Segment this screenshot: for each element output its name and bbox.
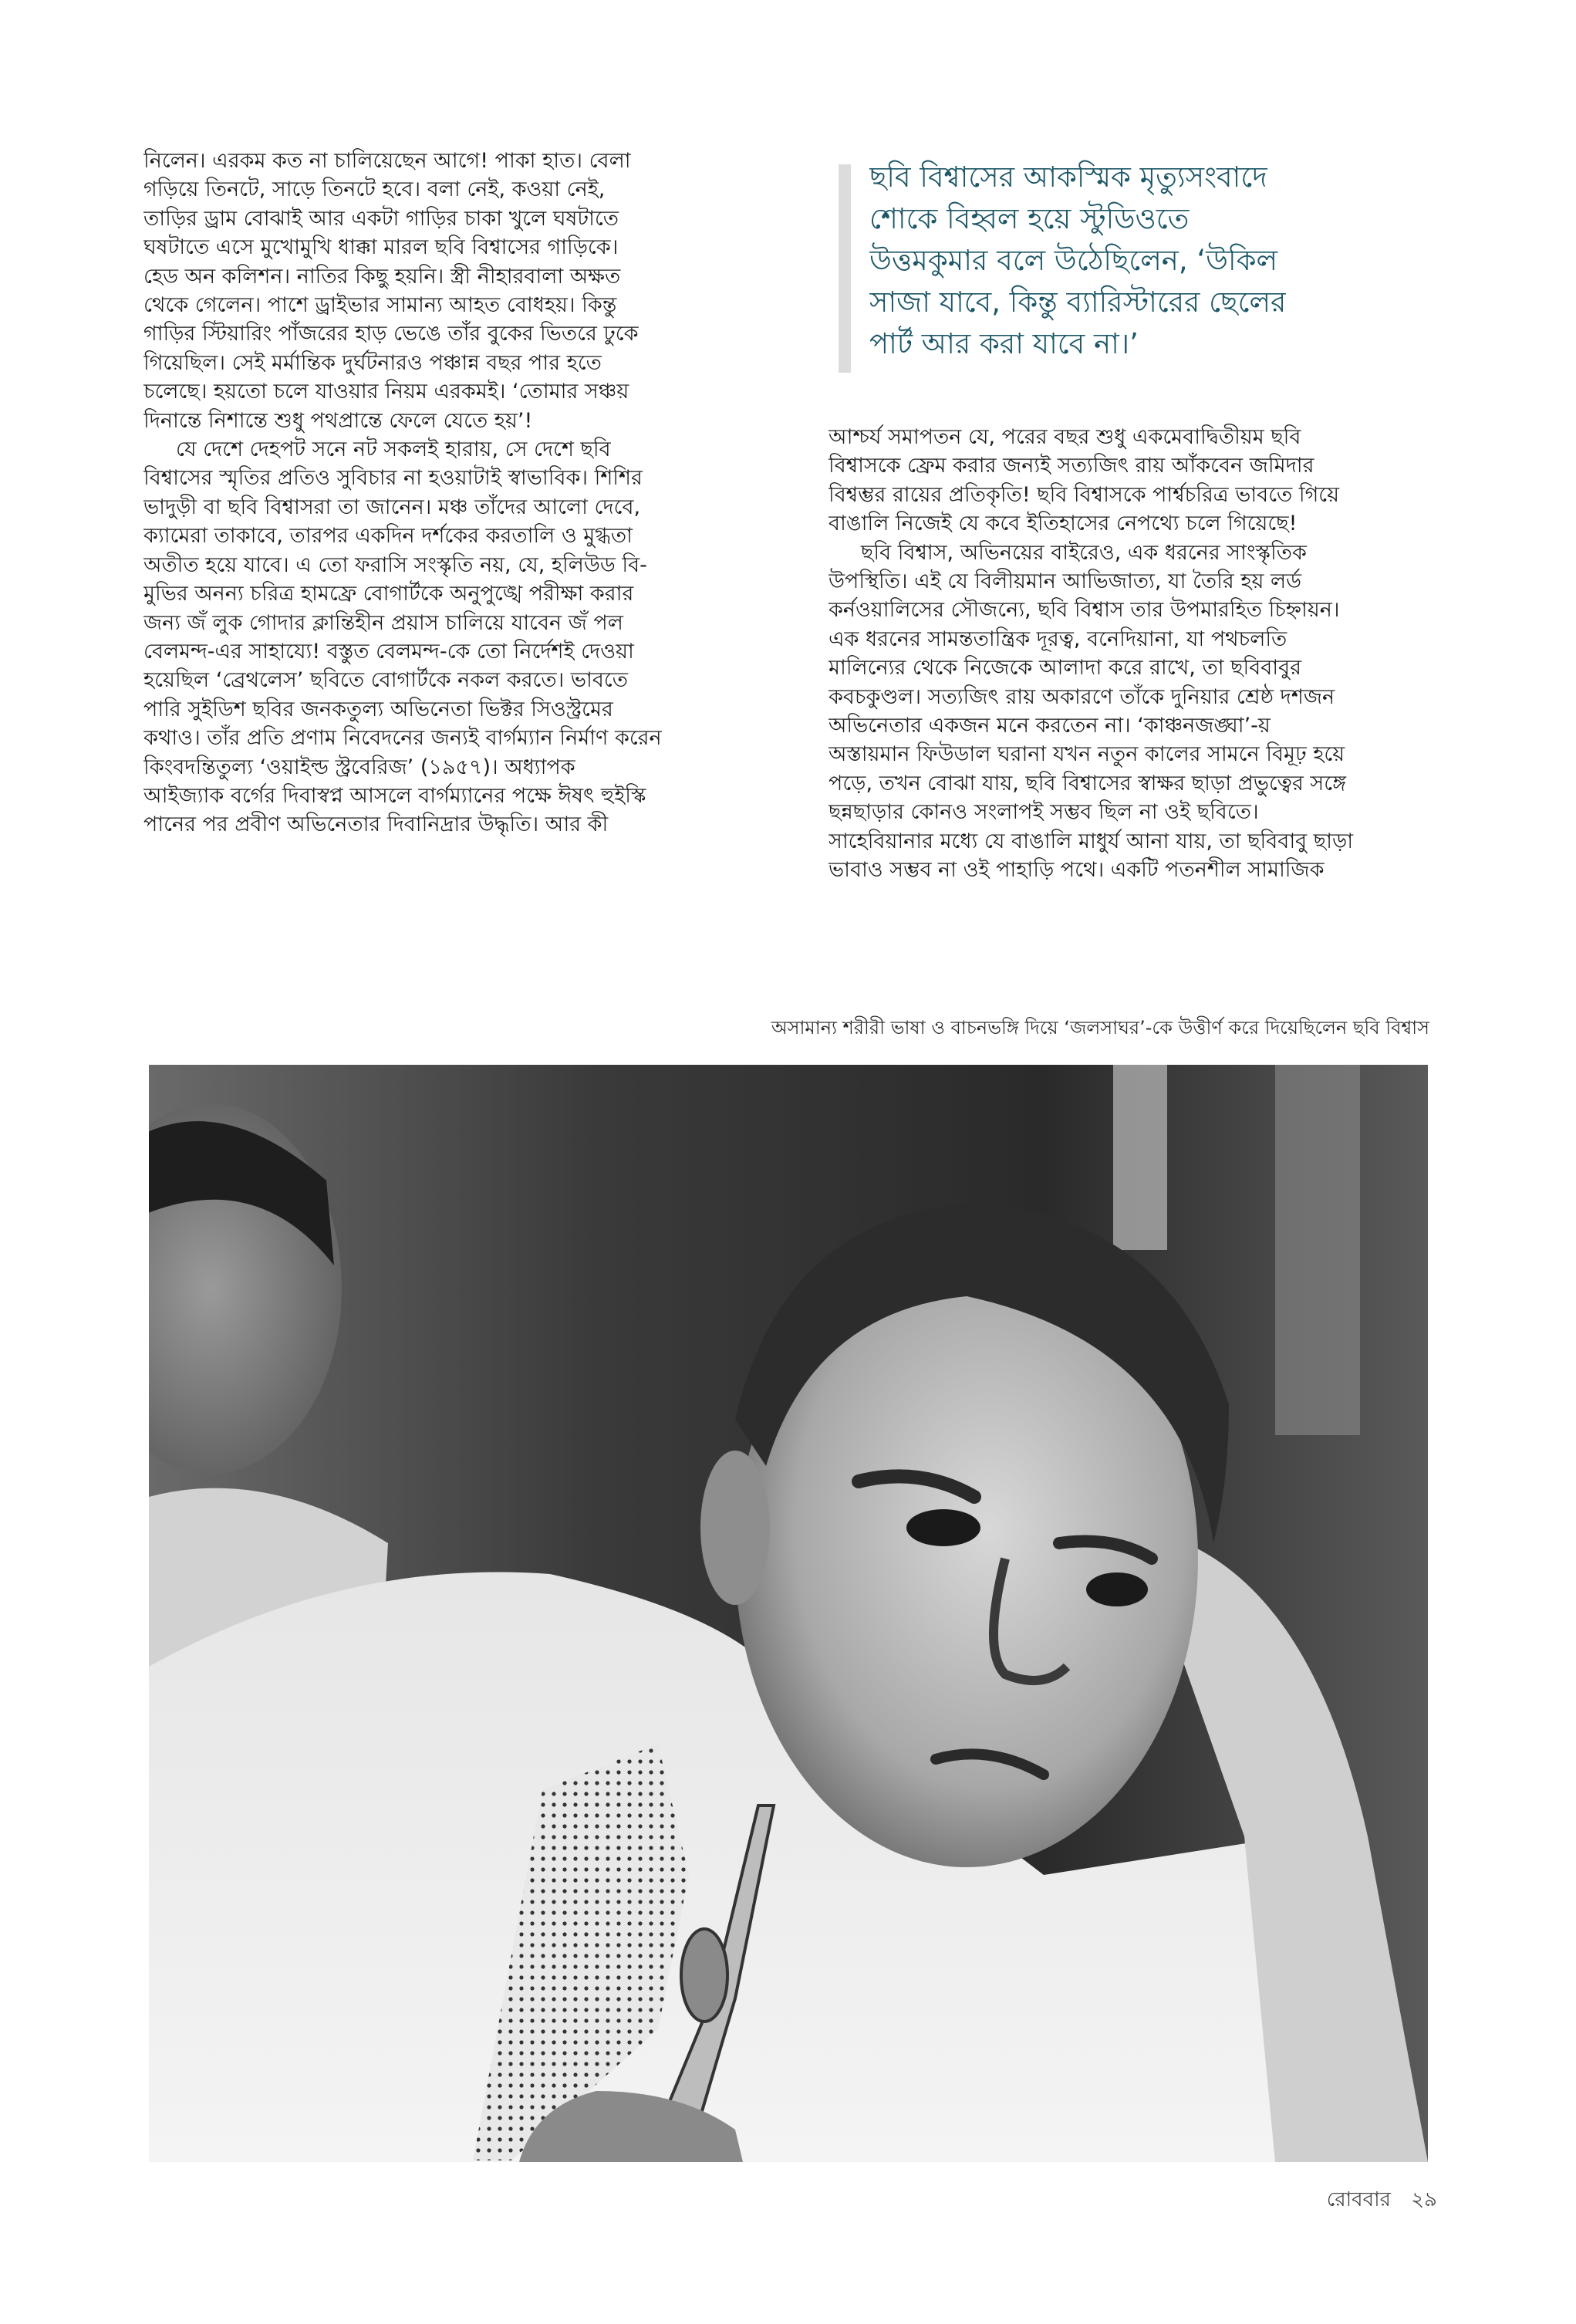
text-line: অস্তায়মান ফিউডাল ঘরানা যখন নতুন কালের সামনে বিমূঢ় হয়ে <box>828 742 1345 767</box>
paragraph <box>828 423 1438 539</box>
text-line: যে দেশে দেহপট সনে নট সকলই হারায়, সে দেশে ছবি <box>176 437 611 462</box>
text-line: মুভির অনন্য চরিত্র হামফ্রে বোগার্টকে অনুপুঙ্খে পরীক্ষা করার <box>143 582 634 606</box>
text-line: ঘষটাতে এসে মুখোমুখি ধাক্কা মারল ছবি বিশ্বাসের গাড়িকে। <box>143 235 619 260</box>
text-line: গিয়েছিল। সেই মর্মান্তিক দুর্ঘটনারও পঞ্চান্ন বছর পার হতে <box>143 350 602 375</box>
paragraph <box>143 147 776 435</box>
text-line: কবচকুণ্ডল। সত্যজিৎ রায় অকারণে তাঁকে দুনিয়ার শ্রেষ্ঠ দশজন <box>828 684 1335 709</box>
text-line: চলেছে। হয়তো চলে যাওয়ার নিয়ম এরকমই। ‘তোমার সঞ্চয় <box>143 380 629 404</box>
text-line: গড়িয়ে তিনটে, সাড়ে তিনটে হবে। বলা নেই, কওয়া নেই, <box>143 177 606 202</box>
text-line: বিশ্বম্ভর রায়ের প্রতিকৃতি! ছবি বিশ্বাসকে পার্শ্বচরিত্র ভাবতে গিয়ে <box>828 482 1340 507</box>
pull-quote-line: পার্ট আর করা যাবে না।’ <box>869 327 1139 360</box>
text-line: জন্য জঁ লুক গোদার ক্লান্তিহীন প্রয়াস চালিয়ে যাবেন জঁ পল <box>143 610 623 635</box>
text-line: উপস্থিতি। এই যে বিলীয়মান আভিজাত্য, যা তৈরি হয় লর্ড <box>828 569 1301 594</box>
text-line: তাড়ির ড্রাম বোঝাই আর একটা গাড়ির চাকা খুলে ঘষটাতে <box>143 206 619 231</box>
text-line: মালিন্যের থেকে নিজেকে আলাদা করে রাখে, তা ছবিবাবুর <box>828 656 1301 681</box>
pull-quote-bar <box>839 164 851 373</box>
pull-quote-line: ছবি বিশ্বাসের আকস্মিক মৃত্যুসংবাদে <box>869 160 1267 194</box>
text-line: কর্নওয়ালিসের সৌজন্যে, ছবি বিশ্বাস তার উপমারহিত চিহ্নায়ন। <box>828 598 1340 623</box>
text-line: পারি সুইডিশ ছবির জনকতুল্য অভিনেতা ভিক্টর সিওস্ট্রমের <box>143 697 613 721</box>
left-column <box>143 147 776 839</box>
text-line: হয়েছিল ‘ব্রেথলেস’ ছবিতে বোগার্টকে নকল করতে। ভাবতে <box>143 668 628 693</box>
text-line: সাহেবিয়ানার মধ্যে যে বাঙালি মাধুর্য আনা যায়, তা ছবিবাবু ছাড়া <box>828 829 1354 853</box>
text-line: ছবি বিশ্বাস, অভিনয়ের বাইরেও, এক ধরনের সাংস্কৃতিক <box>861 540 1307 565</box>
folio <box>1327 2184 1437 2218</box>
page-number: ২৯ <box>1411 2188 1437 2211</box>
text-line: বিশ্বাসের স্মৃতির প্রতিও সুবিচার না হওয়াটাই স্বাভাবিক। শিশির <box>143 466 643 491</box>
text-line: ছন্নছাড়ার কোনও সংলাপই সম্ভব ছিল না ওই ছবিতে। <box>828 800 1259 825</box>
photo-illustration <box>149 1065 1428 2162</box>
text-line: ভাদুড়ী বা ছবি বিশ্বাসরা তা জানেন। মঞ্চ তাঁদের আলো দেবে, <box>143 495 641 519</box>
text-line: অভিনেতার একজন মনে করতেন না। ‘কাঞ্চনজঙ্ঘা’-য় <box>828 714 1271 738</box>
photo <box>149 1065 1428 2162</box>
pull-quote <box>839 157 1425 377</box>
text-line: কিংবদন্তিতুল্য ‘ওয়াইল্ড স্ট্রবেরিজ’ (১৯৫৭)। অধ্যাপক <box>143 755 575 779</box>
text-line: কথাও। তাঁর প্রতি প্রণাম নিবেদনের জন্যই বার্গম্যান নির্মাণ করেন <box>143 726 662 751</box>
pull-quote-line: শোকে বিহ্বল হয়ে স্টুডিওতে <box>869 202 1190 235</box>
text-line: পড়ে, তখন বোঝা যায়, ছবি বিশ্বাসের স্বাক্ষর ছাড়া প্রভুত্বের সঙ্গে <box>828 771 1347 795</box>
text-line: বেলমন্দ-এর সাহায্যে! বস্তুত বেলমন্দ-কে তো নির্দেশই দেওয়া <box>143 639 634 664</box>
text-line: হেড অন কলিশন। নাতির কিছু হয়নি। স্ত্রী নীহারবালা অক্ষত <box>143 264 621 289</box>
pull-quote-line: উত্তমকুমার বলে উঠেছিলেন, ‘উকিল <box>869 244 1278 277</box>
text-line: বিশ্বাসকে ফ্রেম করার জন্যই সত্যজিৎ রায় আঁকবেন জমিদার <box>828 454 1314 478</box>
text-line: গাড়ির স্টিয়ারিং পাঁজরের হাড় ভেঙে তাঁর বুকের ভিতরে ঢুকে <box>143 322 639 346</box>
text-line: পানের পর প্রবীণ অভিনেতার দিবানিদ্রার উদ্ধৃতি। আর কী <box>143 812 609 837</box>
paragraph <box>828 539 1438 885</box>
text-line: দিনান্তে নিশান্তে শুধু পথপ্রান্তে ফেলে যেতে হয়’! <box>143 408 533 433</box>
right-column <box>828 423 1438 885</box>
paragraph <box>143 435 776 839</box>
text-line: ক্যামেরা তাকাবে, তারপর একদিন দর্শকের করতালি ও মুগ্ধতা <box>143 524 633 549</box>
publication-name: রোববার <box>1326 2188 1391 2211</box>
text-line: আশ্চর্য সমাপতন যে, পরের বছর শুধু একমেবাদ্বিতীয়ম ছবি <box>828 425 1301 449</box>
photo-caption: অসামান্য শরীরী ভাষা ও বাচনভঙ্গি দিয়ে ‘জলসাঘর’-কে উত্তীর্ণ করে দিয়েছিলেন ছবি বিশ্বাস <box>771 1017 1429 1039</box>
text-line: নিলেন। এরকম কত না চালিয়েছেন আগে! পাকা হাত। বেলা <box>143 149 631 173</box>
text-line: ভাবাও সম্ভব না ওই পাহাড়ি পথে। একটি পতনশীল সামাজিক <box>828 858 1325 883</box>
text-line: এক ধরনের সামন্ততান্ত্রিক দূরত্ব, বনেদিয়ানা, যা পথচলতি <box>828 627 1287 651</box>
text-line: অতীত হয়ে যাবে। এ তো ফরাসি সংস্কৃতি নয়, যে, হলিউড বি- <box>143 552 647 577</box>
text-line: থেকে গেলেন। পাশে ড্রাইভার সামান্য আহত বোধহয়। কিন্তু <box>143 293 617 318</box>
text-line: আইজ্যাক বর্গের দিবাস্বপ্ন আসলে বার্গম্যানের পক্ষে ঈষৎ হুইস্কি <box>143 783 646 808</box>
pull-quote-text <box>869 157 1286 365</box>
text-line: বাঙালি নিজেই যে কবে ইতিহাসের নেপথ্যে চলে গিয়েছে! <box>828 512 1298 536</box>
pull-quote-line: সাজা যাবে, কিন্তু ব্যারিস্টারের ছেলের <box>869 285 1287 319</box>
